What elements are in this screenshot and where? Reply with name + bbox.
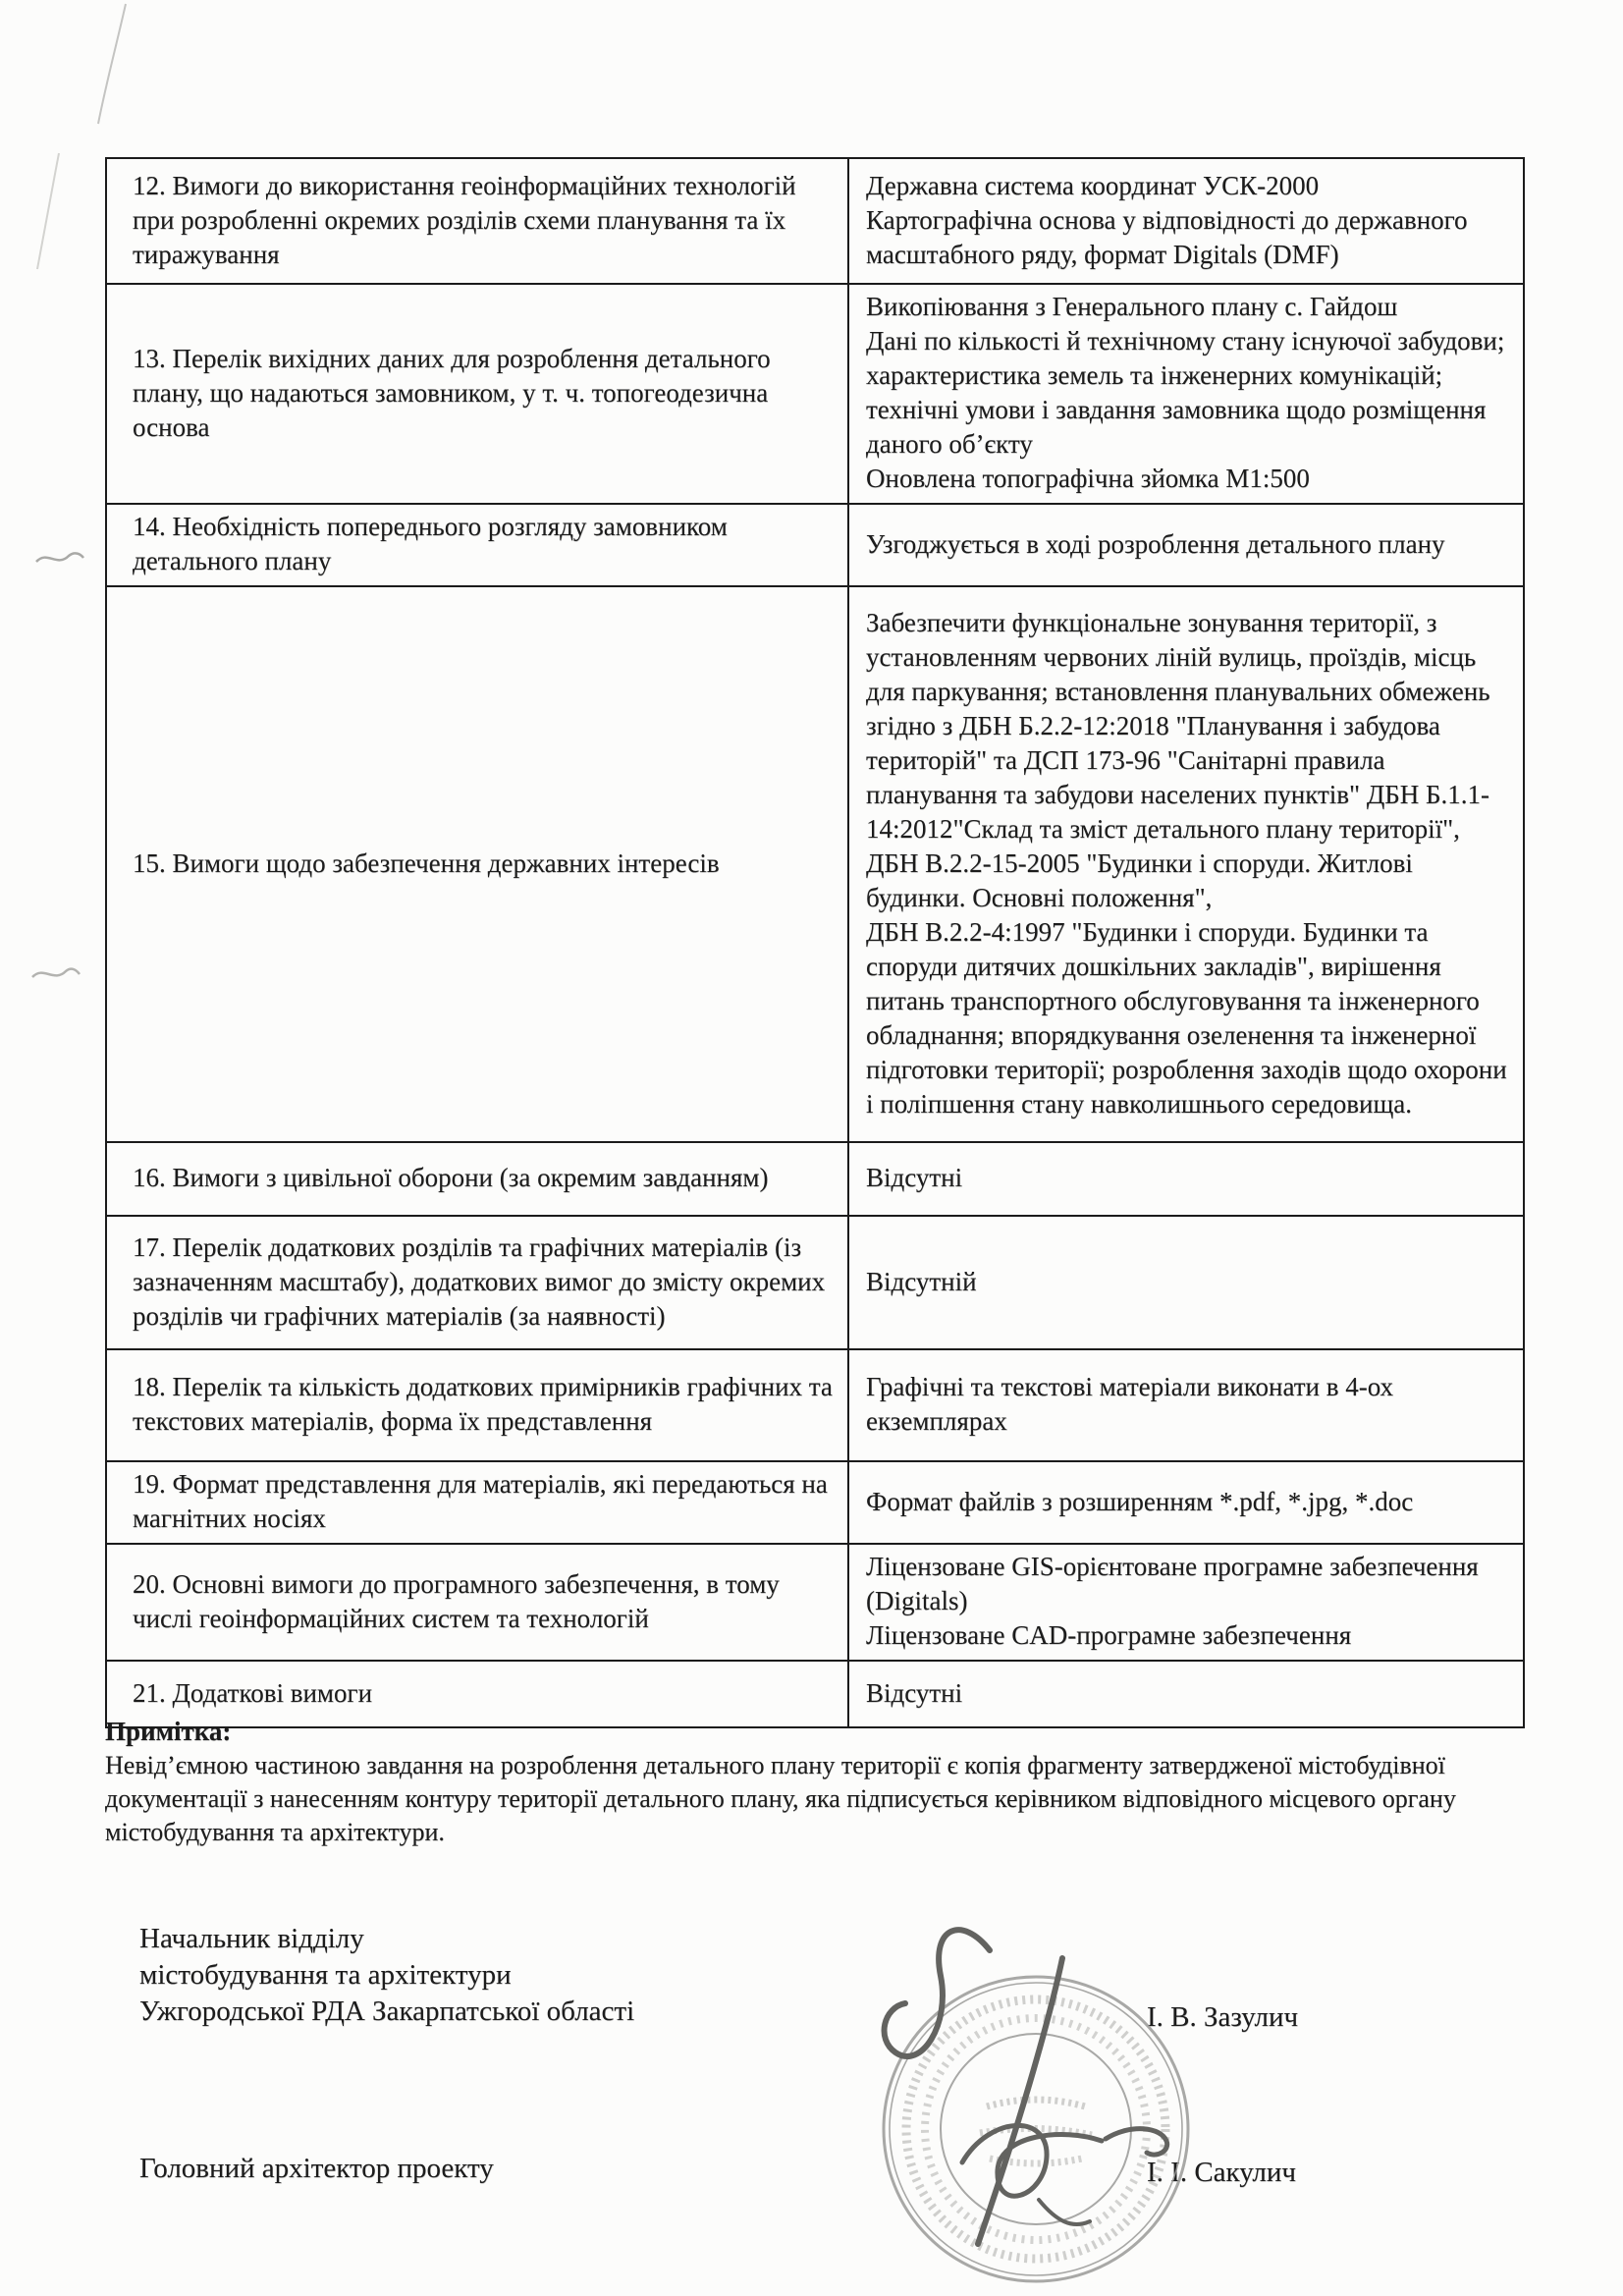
requirement-text: 16. Вимоги з цивільної оборони (за окремим завданням) bbox=[133, 1163, 769, 1192]
requirement-text: 13. Перелік вихідних даних для розроблення детального плану, що надаються замовником, у т. ч. топогеодезична основа bbox=[133, 343, 771, 442]
table-row bbox=[107, 505, 1523, 587]
requirement-label-cell bbox=[107, 505, 849, 585]
requirement-value-cell bbox=[849, 1350, 1523, 1460]
value-text: ДБН В.2.2-4:1997 "Будинки і споруди. Будинки та споруди дитячих дошкільних закладів", вирішення питань транспортного обслуговування та інженерного обладнання; впорядкування озеленення та інженерної підготовки території; розроблення заходів щодо охорони і поліпшення стану навколишнього середовища. bbox=[866, 916, 1507, 1119]
value-text: Відсутні bbox=[866, 1163, 963, 1192]
requirement-label-cell bbox=[107, 1545, 849, 1660]
table-row bbox=[107, 1350, 1523, 1462]
requirement-label-cell bbox=[107, 587, 849, 1141]
value-text: Відсутній bbox=[866, 1266, 977, 1296]
requirement-text: 19. Формат представлення для матеріалів, які передаються на магнітних носіях bbox=[133, 1469, 828, 1533]
requirement-text: 21. Додаткові вимоги bbox=[133, 1677, 373, 1708]
requirement-value-cell bbox=[849, 159, 1523, 283]
requirement-text: 20. Основні вимоги до програмного забезпечення, в тому числі геоінформаційних систем та технологій bbox=[133, 1568, 780, 1633]
note-title: Примітка: bbox=[105, 1717, 232, 1746]
value-text: Узгоджується в ході розроблення детального плану bbox=[866, 528, 1445, 559]
requirement-value-cell bbox=[849, 505, 1523, 585]
requirement-text: 15. Вимоги щодо забезпечення державних інтересів bbox=[133, 847, 720, 878]
requirement-value-cell bbox=[849, 1462, 1523, 1543]
scan-artifact bbox=[29, 147, 79, 275]
table-row bbox=[107, 1462, 1523, 1545]
requirement-label-cell bbox=[107, 285, 849, 503]
signature-role: Головний архітектор проекту bbox=[139, 2153, 494, 2184]
requirement-text: 12. Вимоги до використання геоінформаційних технологій при розробленні окремих розділів схеми планування та їх тиражування bbox=[133, 170, 796, 269]
value-text: Ліцензоване GIS-орієнтоване програмне забезпечення (Digitals) bbox=[866, 1552, 1479, 1615]
requirement-label-cell bbox=[107, 1143, 849, 1215]
value-text: Викопіювання з Генерального плану с. Гайдош bbox=[866, 292, 1398, 321]
value-text: Відсутні bbox=[866, 1677, 963, 1708]
requirement-text: 18. Перелік та кількість додаткових примірників графічних та текстових матеріалів, форма їх представлення bbox=[133, 1372, 833, 1436]
value-text: Оновлена топографічна зйомка М1:500 bbox=[866, 464, 1310, 493]
table-row bbox=[107, 285, 1523, 505]
signature-name: І. І. Сакулич bbox=[1147, 2157, 1297, 2188]
value-text: Ліцензоване CAD-програмне забезпечення bbox=[866, 1620, 1352, 1650]
value-text: Дані по кількості й технічному стану існуючої забудови; характеристика земель та інженерних комунікацій; технічні умови і завдання замовника щодо розміщення даного об’єкту bbox=[866, 326, 1505, 459]
round-stamp bbox=[815, 1905, 1325, 2296]
requirement-label-cell bbox=[107, 1217, 849, 1348]
table-row bbox=[107, 587, 1523, 1143]
requirement-label-cell bbox=[107, 1462, 849, 1543]
scan-artifact bbox=[29, 962, 82, 988]
requirement-value-cell bbox=[849, 285, 1523, 503]
scan-artifact bbox=[33, 546, 86, 572]
requirement-value-cell bbox=[849, 587, 1523, 1141]
requirement-value-cell bbox=[849, 1545, 1523, 1660]
requirement-value-cell bbox=[849, 1217, 1523, 1348]
value-text: Державна система координат УСК-2000 bbox=[866, 170, 1320, 200]
table-row bbox=[107, 1545, 1523, 1662]
note-section bbox=[105, 1714, 1531, 1849]
value-text: Формат файлів з розширенням *.pdf, *.jpg, *.doc bbox=[866, 1486, 1414, 1516]
value-text: Забезпечити функціональне зонування території, з установленням червоних ліній вулиць, проїздів, місць для паркування; встановлення планувальних обмежень згідно з ДБН Б.2.2-12:2018 "Планування і забудова територій" та ДСП 173-96 "Санітарні правила планування та забудови населених пунктів" ДБН Б.1.1-14:2012"Склад та зміст детального плану території", ДБН В.2.2-15-2005 "Будинки і споруди. Житлові будинки. Основні положення", bbox=[866, 607, 1490, 912]
requirement-text: 17. Перелік додаткових розділів та графічних матеріалів (із зазначенням масштабу), додаткових вимог до змісту окремих розділів чи графічних матеріалів (за наявності) bbox=[133, 1231, 826, 1331]
table-row bbox=[107, 1143, 1523, 1217]
requirement-label-cell bbox=[107, 1350, 849, 1460]
requirement-value-cell bbox=[849, 1143, 1523, 1215]
stamp-area bbox=[815, 1905, 1325, 2296]
signature-role-block bbox=[139, 1921, 634, 2030]
signature-role-line: містобудування та архітектури bbox=[139, 1959, 512, 1991]
note-body: Невід’ємною частиною завдання на розроблення детального плану території є копія фрагменту затвердженої містобудівної документації з нанесенням контуру території детального плану, яка підписується керівником відповідного місцевого органу містобудування та архітектури. bbox=[105, 1751, 1456, 1846]
signature-role-line: Ужгородської РДА Закарпатської області bbox=[139, 1995, 635, 2027]
requirement-text: 14. Необхідність попереднього розгляду замовником детального плану bbox=[133, 512, 728, 575]
signature-role-line: Начальник відділу bbox=[139, 1923, 364, 1954]
value-text: Картографічна основа у відповідності до державного масштабного ряду, формат Digitals (DMF) bbox=[866, 204, 1468, 269]
signature-name: І. В. Зазулич bbox=[1147, 2001, 1299, 2033]
table-row bbox=[107, 159, 1523, 285]
scan-artifact bbox=[88, 0, 147, 128]
requirements-table bbox=[105, 157, 1525, 1728]
table-row bbox=[107, 1217, 1523, 1350]
value-text: Графічні та текстові матеріали виконати в 4-ох екземплярах bbox=[866, 1372, 1394, 1436]
requirement-label-cell bbox=[107, 159, 849, 283]
